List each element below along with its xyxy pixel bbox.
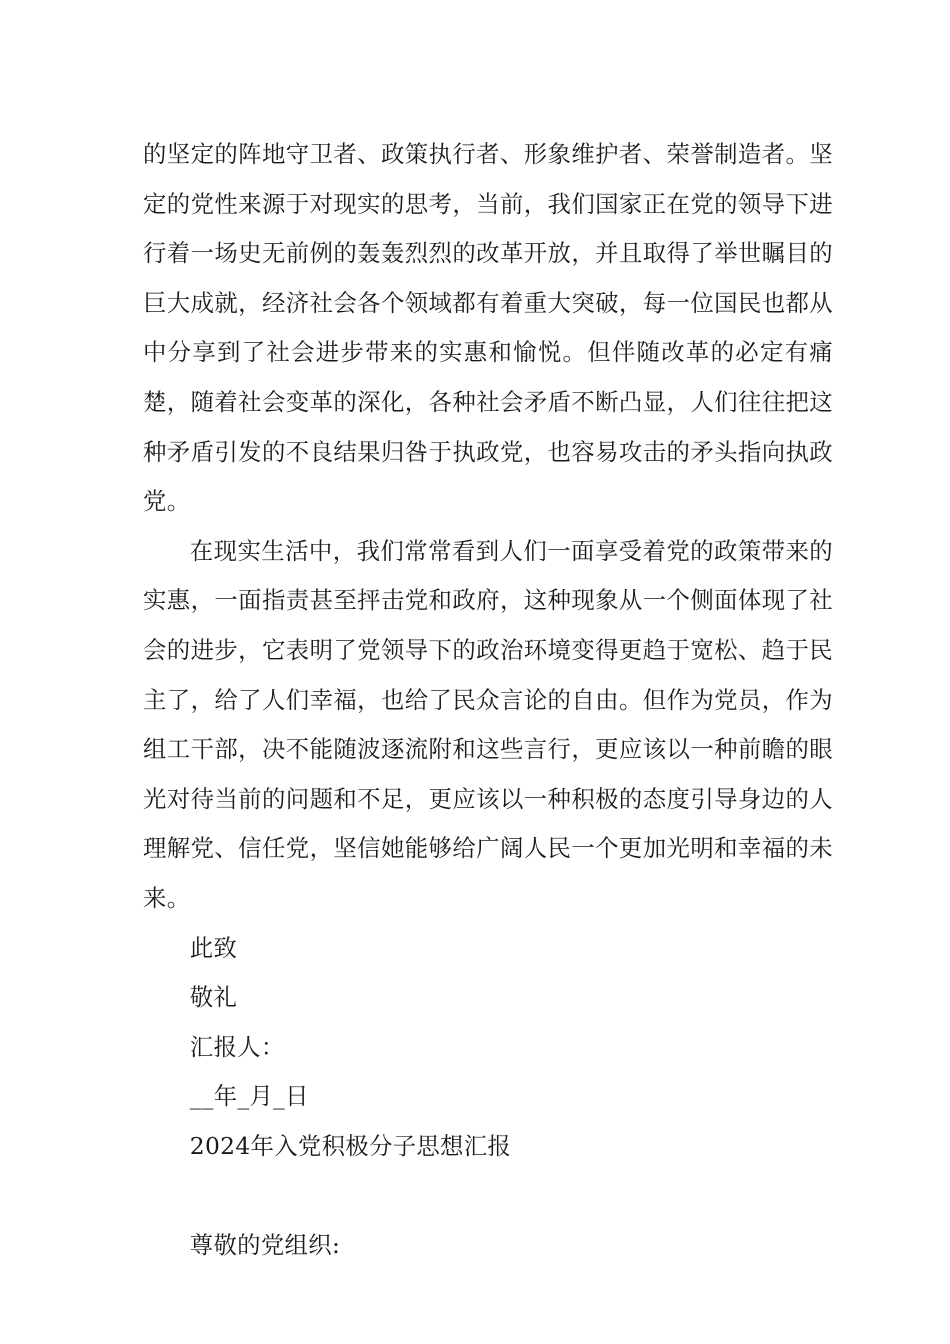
paragraph-reality: 在现实生活中，我们常常看到人们一面享受着党的政策带来的实惠，一面指责甚至抨击党和政府，这种现象从一个侧面体现了社会的进步，它表明了党领导下的政治环境变得更趋于宽松、趋于民主了，给了人们幸福，也给了民众言论的自由。但作为党员，作为组工干部，决不能随波逐流附和这些言行，更应该以一种前瞻的眼光对待当前的问题和不足，更应该以一种积极的态度引导身边的人理解党、信任党，坚信她能够给广阔人民一个更加光明和幸福的未来。 — [143, 536, 833, 912]
next-report-title: 2024年入党积极分子思想汇报 — [189, 1131, 512, 1160]
next-report-greeting: 尊敬的党组织: — [189, 1231, 341, 1260]
blank-line — [143, 1171, 833, 1221]
closing-regards: 敬礼 — [189, 983, 238, 1012]
document-body — [143, 130, 833, 1271]
date-line: __年_月_日 — [189, 1082, 309, 1111]
paragraph-continuation: 的坚定的阵地守卫者、政策执行者、形象维护者、荣誉制造者。坚定的党性来源于对现实的思考，当前，我们国家正在党的领导下进行着一场史无前例的轰轰烈烈的改革开放，并且取得了举世瞩目的巨大成就，经济社会各个领域都有着重大突破，每一位国民也都从中分享到了社会进步带来的实惠和愉悦。但伴随改革的必定有痛楚，随着社会变革的深化，各种社会矛盾不断凸显，人们往往把这种矛盾引发的不良结果归咎于执政党，也容易攻击的矛头指向执政党。 — [143, 140, 833, 516]
reporter-label: 汇报人： — [189, 1032, 285, 1061]
closing-salutation: 此致 — [189, 933, 238, 962]
